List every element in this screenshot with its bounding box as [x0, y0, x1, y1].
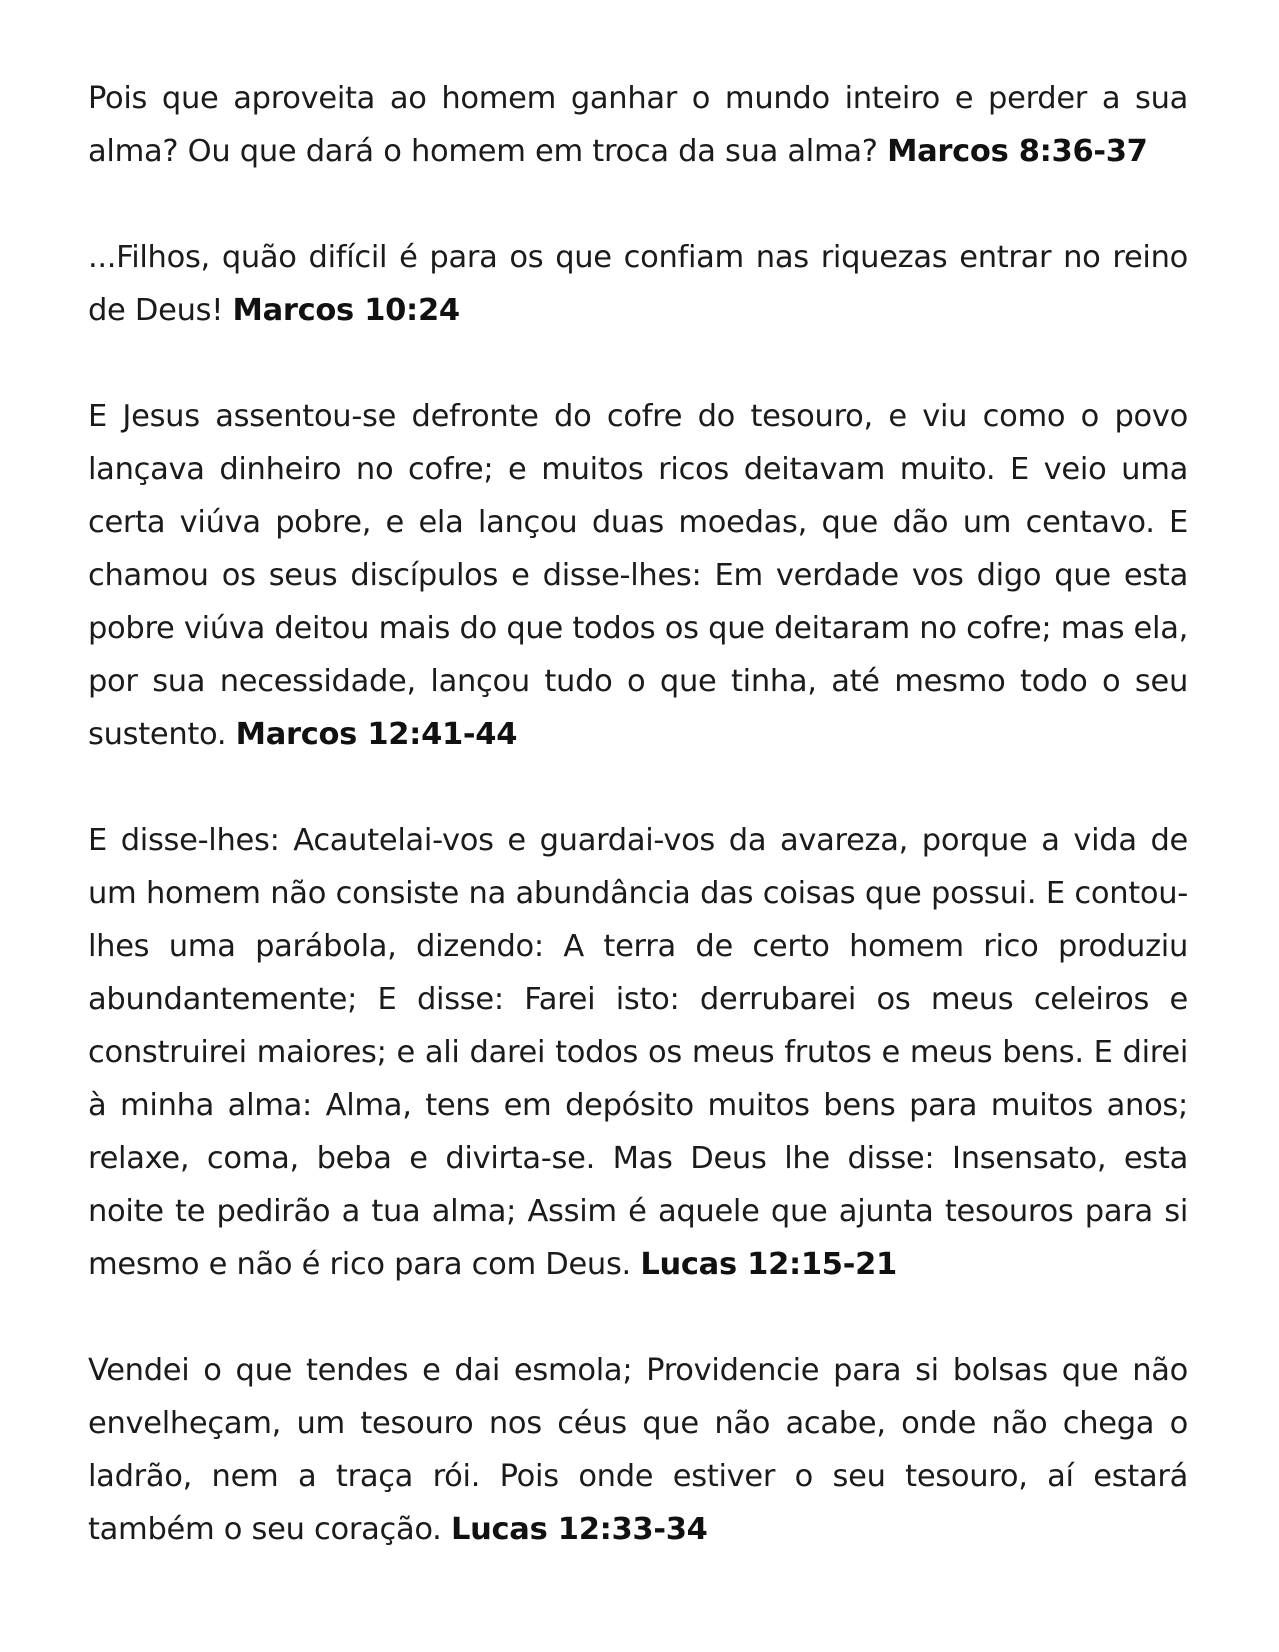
verse-reference: Marcos 12:41-44: [235, 717, 518, 752]
verse-paragraph: [88, 390, 1188, 761]
verse-paragraph: [88, 231, 1188, 337]
document-page: [88, 72, 1188, 1556]
verse-text: Pois que aproveita ao homem ganhar o mundo inteiro e perder a sua alma? Ou que dará o homem em troca da sua alma?: [88, 81, 1188, 169]
verse-paragraph: [88, 72, 1188, 178]
verse-paragraph: [88, 1344, 1188, 1556]
verse-text: ...Filhos, quão difícil é para os que confiam nas riquezas entrar no reino de Deus!: [88, 240, 1188, 328]
verse-reference: Lucas 12:33-34: [450, 1512, 708, 1547]
verse-reference: Lucas 12:15-21: [640, 1247, 897, 1282]
verse-text: E Jesus assentou-se defronte do cofre do tesouro, e viu como o povo lançava dinheiro no cofre; e muitos ricos deitavam muito. E veio uma certa viúva pobre, e ela lançou duas moedas, que dão um centavo. E chamou os seus discípulos e disse-lhes: Em verdade vos digo que esta pobre viúva deitou mais do que todos os que deitaram no cofre; mas ela, por sua necessidade, lançou tudo o que tinha, até mesmo todo o seu sustento.: [88, 399, 1188, 752]
verse-paragraph: [88, 814, 1188, 1291]
verse-text: E disse-lhes: Acautelai-vos e guardai-vos da avareza, porque a vida de um homem não consiste na abundância das coisas que possui. E contou-lhes uma parábola, dizendo: A terra de certo homem rico produziu abundantemente; E disse: Farei isto: derrubarei os meus celeiros e construirei maiores; e ali darei todos os meus frutos e meus bens. E direi à minha alma: Alma, tens em depósito muitos bens para muitos anos; relaxe, coma, beba e divirta-se. Mas Deus lhe disse: Insensato, esta noite te pedirão a tua alma; Assim é aquele que ajunta tesouros para si mesmo e não é rico para com Deus.: [88, 823, 1188, 1282]
verse-text: Vendei o que tendes e dai esmola; Providencie para si bolsas que não envelheçam, um tesouro nos céus que não acabe, onde não chega o ladrão, nem a traça rói. Pois onde estiver o seu tesouro, aí estará também o seu coração.: [88, 1353, 1188, 1547]
verse-reference: Marcos 10:24: [232, 293, 460, 328]
verse-reference: Marcos 8:36-37: [887, 134, 1148, 169]
